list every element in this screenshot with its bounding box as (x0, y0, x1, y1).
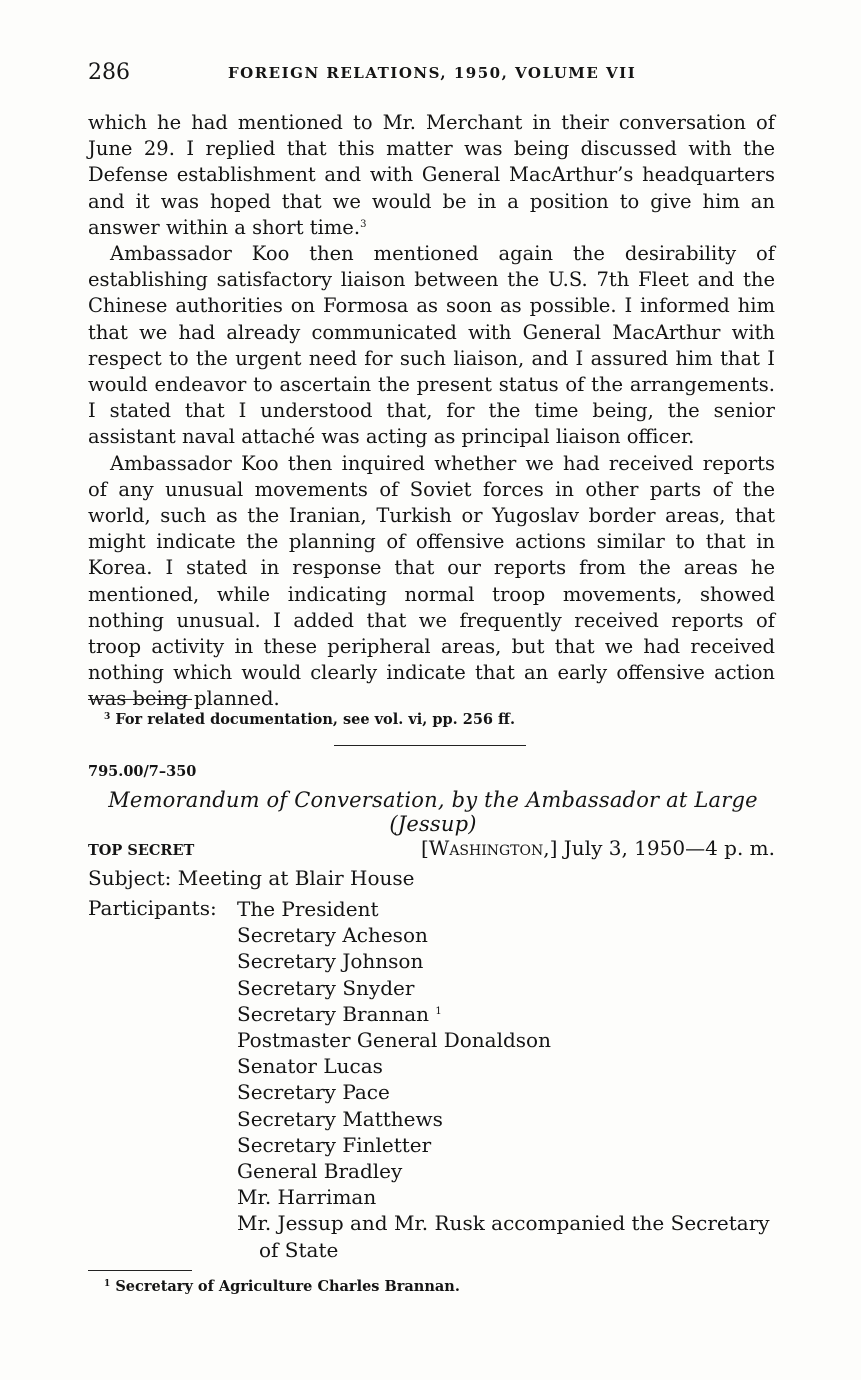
participant: Secretary Snyder (237, 975, 415, 1000)
subject-label: Subject: (88, 866, 172, 890)
footnote-3: $^3$ For related documentation, see vol. vi, pp. 256 ff. (104, 711, 515, 728)
classification: TOP SECRET (88, 842, 195, 859)
place: [Washington,] (420, 836, 558, 860)
paragraph-3: Ambassador Koo then inquired whether we had received reports of any unusual movements of Soviet forces in other parts of the world, such as the Iranian, Turkish or Yugoslav border areas, that might indicate the planning of offensive actions similar to that in Korea. I stated in response that our reports from the areas he mentioned, while indicating normal troop movements, showed nothing unusual. I added that we frequently received reports of troop activity in these peripheral areas, but that we had received nothing which would clearly indicate that an early offensive action was being planned. (88, 451, 775, 711)
participant: Secretary Johnson (237, 949, 424, 974)
footnote-ref-1: 1 (435, 1005, 442, 1017)
dateline (421, 836, 775, 860)
footnote-rule (88, 1270, 192, 1271)
participant: Mr. Harriman (237, 1185, 377, 1210)
subject-line (88, 866, 415, 890)
participants-list (237, 896, 782, 1263)
document-title: Memorandum of Conversation, by the Ambassador at Large (Jessup) (108, 788, 758, 836)
running-head: FOREIGN RELATIONS, 1950, VOLUME VII (228, 64, 637, 82)
participant: Senator Lucas (237, 1054, 383, 1079)
page-header (88, 60, 778, 90)
participant: Secretary Pace (237, 1080, 390, 1105)
participant: Postmaster General Donaldson (237, 1028, 551, 1053)
file-number: 795.00/7–350 (88, 763, 197, 780)
participants-label: Participants: (88, 896, 217, 920)
participant: Secretary Finletter (237, 1132, 432, 1157)
page-number: 286 (88, 60, 130, 85)
participant: Mr. Jessup and Mr. Rusk accompanied the Secretary of State (237, 1211, 770, 1262)
footnote-1: $^1$ Secretary of Agriculture Charles Brannan. (104, 1278, 460, 1295)
section-divider (334, 745, 526, 746)
participant: General Bradley (237, 1159, 403, 1184)
body-text (88, 110, 775, 713)
participant: The President (237, 897, 379, 921)
footnote-rule (88, 699, 192, 700)
footnote-ref-3: 3 (360, 218, 367, 230)
participant: Secretary Acheson (237, 923, 428, 948)
paragraph-1: which he had mentioned to Mr. Merchant in their conversation of June 29. I replied that this matter was being discussed with the Defense establishment and with General MacArthur’s headquarters and it was hoped that we would be in a position to give him an answer within a short time.$^3$ (88, 111, 775, 239)
date: July 3, 1950—4 p. m. (563, 836, 775, 860)
subject: Meeting at Blair House (177, 866, 415, 890)
paragraph-2: Ambassador Koo then mentioned again the desirability of establishing satisfactory liaison between the U.S. 7th Fleet and the Chinese authorities on Formosa as soon as possible. I informed him that we had already communicated with General MacArthur with respect to the urgent need for such liaison, and I assured him that I would endeavor to ascertain the present status of the arrangements. I stated that I understood that, for the time being, the senior assistant naval attaché was acting as principal liaison officer. (88, 242, 775, 449)
participant: Secretary Matthews (237, 1106, 443, 1131)
participant: Secretary Brannan $^1$ (237, 1001, 442, 1026)
